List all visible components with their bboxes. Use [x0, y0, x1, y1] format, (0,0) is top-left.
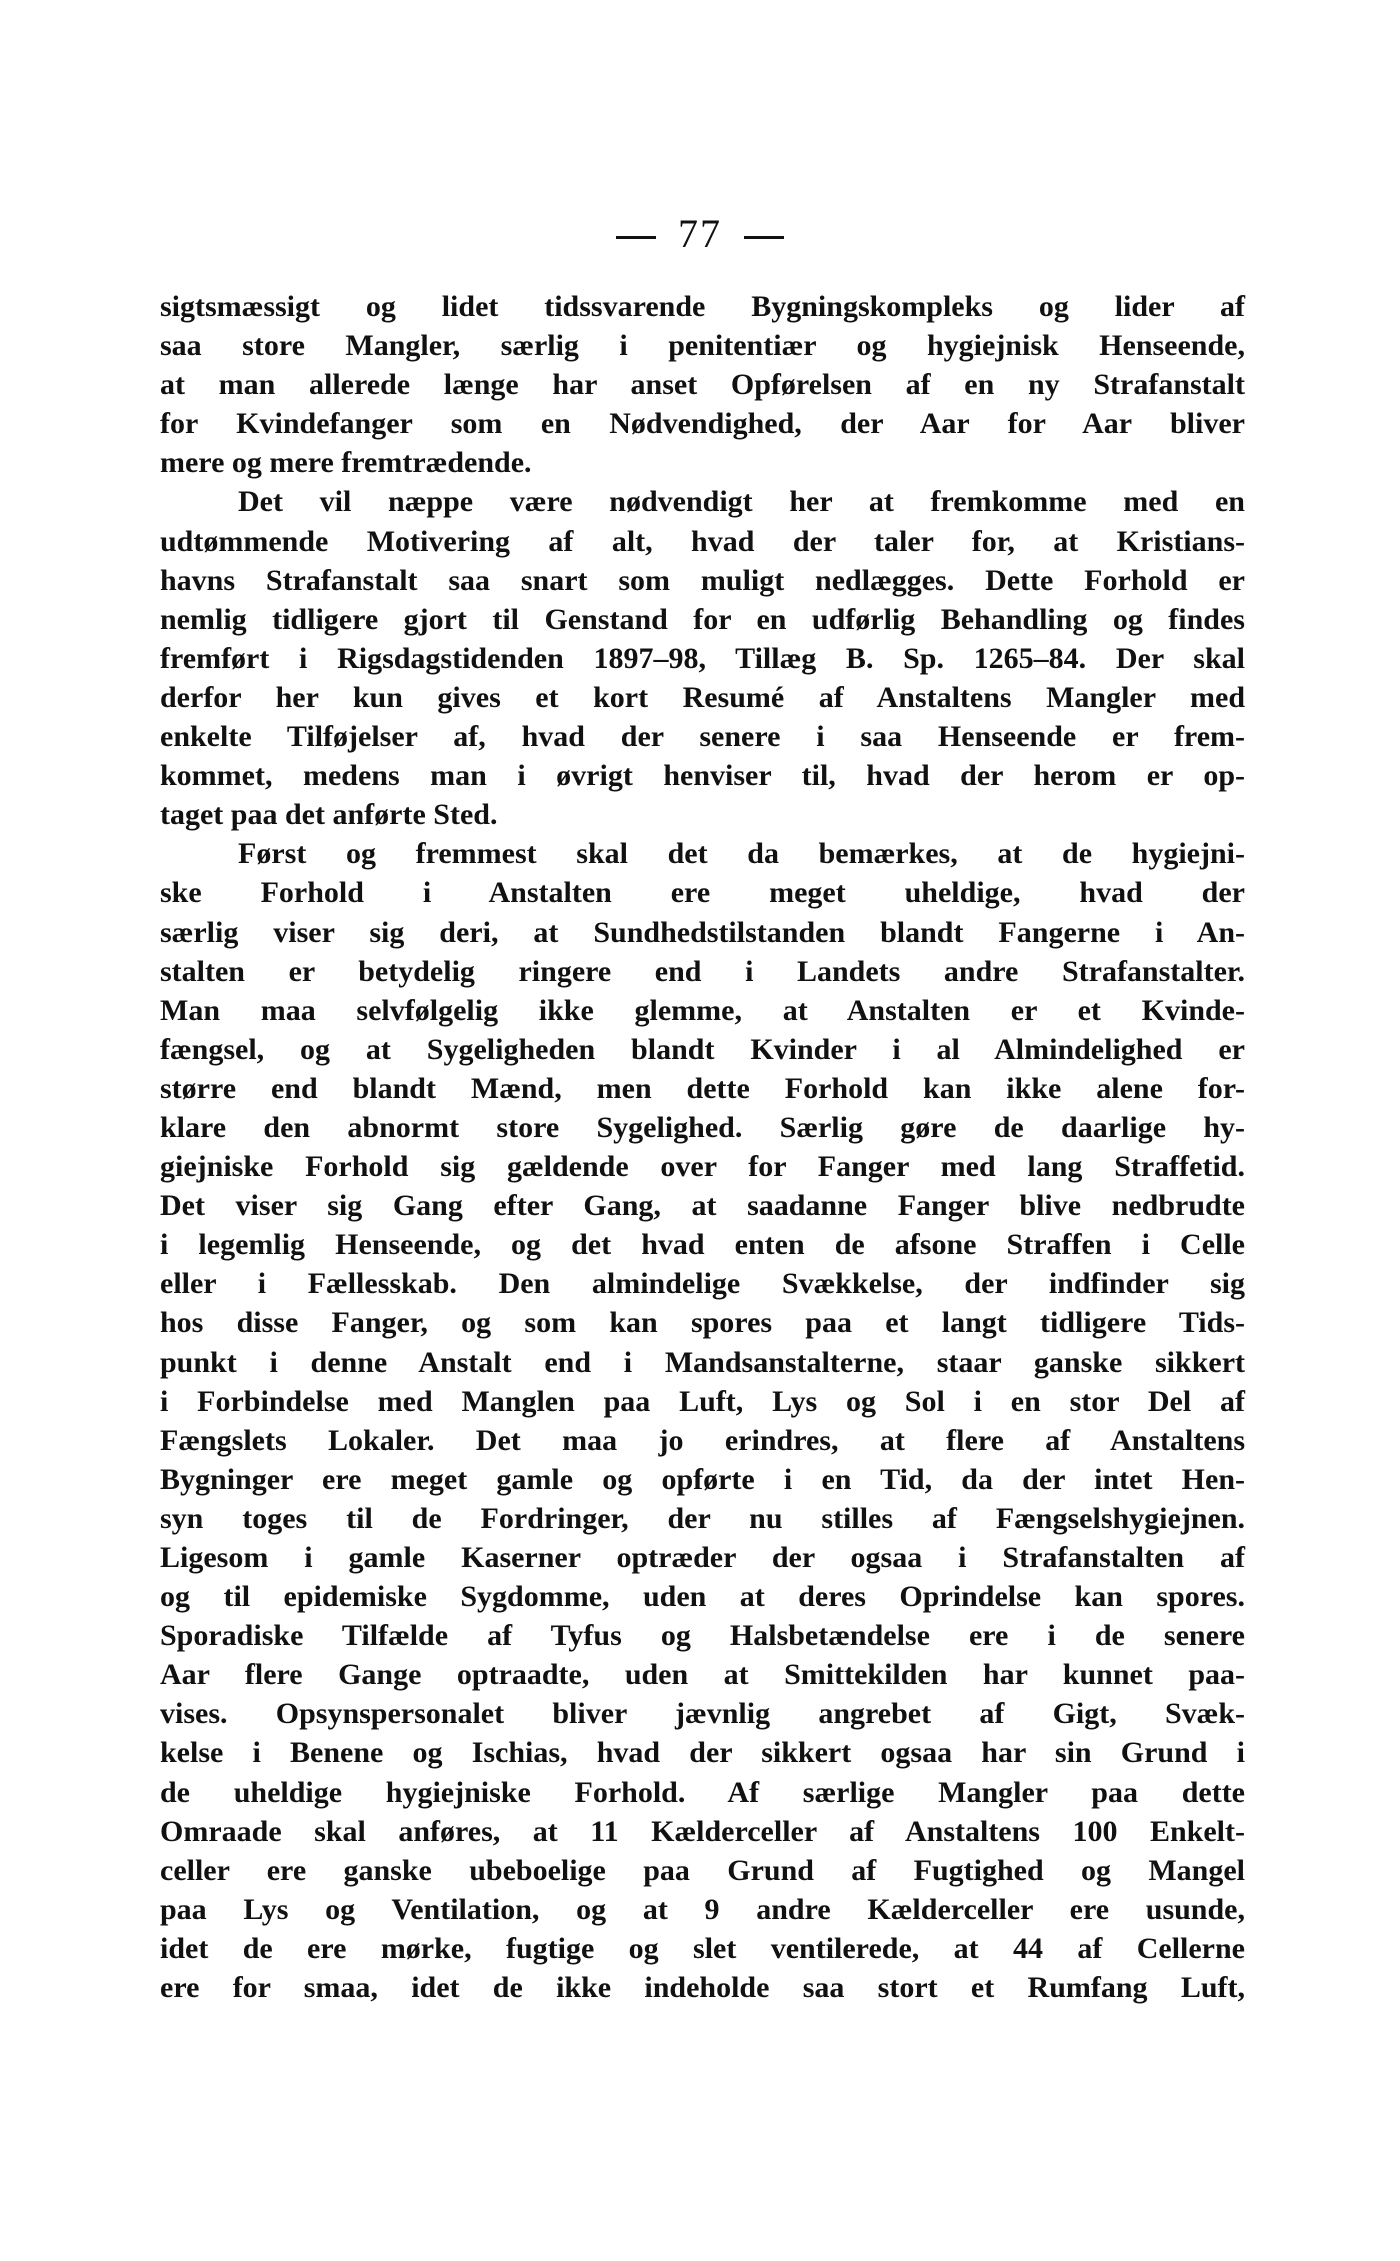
text-line: større end blandt Mænd, men dette Forhold kan ikke alene for-	[160, 1071, 1245, 1105]
text-line: for Kvindefanger som en Nødvendighed, der Aar for Aar bliver	[160, 407, 1245, 441]
text-line: fremført i Rigsdagstidenden 1897–98, Tillæg B. Sp. 1265–84. Der skal	[160, 641, 1245, 675]
text-line: de uheldige hygiejniske Forhold. Af særlige Mangler paa dette	[160, 1775, 1245, 1809]
text-line: kommet, medens man i øvrigt henviser til, hvad der herom er op-	[160, 759, 1245, 793]
page-number	[0, 210, 1400, 257]
text-line: Man maa selvfølgelig ikke glemme, at Anstalten er et Kvinde-	[160, 993, 1245, 1027]
text-line: Ligesom i gamle Kaserner optræder der ogsaa i Strafanstalten af	[160, 1541, 1245, 1574]
text-line: Det viser sig Gang efter Gang, at saadanne Fanger blive nedbrudte	[160, 1189, 1245, 1223]
text-line: sigtsmæssigt og lidet tidssvarende Bygningskompleks og lider af	[160, 290, 1245, 323]
text-line: enkelte Tilføjelser af, hvad der senere i saa Henseende er frem-	[160, 720, 1245, 754]
text-line: at man allerede længe har anset Opførelsen af en ny Strafanstalt	[160, 368, 1245, 402]
page-number-dash-right	[744, 236, 784, 239]
text-line: saa store Mangler, særlig i penitentiær og hygiejnisk Henseende,	[160, 329, 1245, 363]
page-number-dash-left	[616, 236, 656, 239]
text-line: stalten er betydelig ringere end i Landets andre Strafanstalter.	[160, 954, 1245, 988]
text-line: i legemlig Henseende, og det hvad enten de afsone Straffen i Celle	[160, 1228, 1245, 1262]
text-line: idet de ere mørke, fugtige og slet ventilerede, at 44 af Cellerne	[160, 1931, 1245, 1965]
text-line: vises. Opsynspersonalet bliver jævnlig angrebet af Gigt, Svæk-	[160, 1697, 1245, 1731]
text-line: hos disse Fanger, og som kan spores paa et langt tidligere Tids-	[160, 1306, 1245, 1340]
text-line: taget paa det anførte Sted.	[160, 798, 498, 832]
text-line: Sporadiske Tilfælde af Tyfus og Halsbetændelse ere i de senere	[160, 1619, 1245, 1653]
text-line: celler ere ganske ubeboelige paa Grund af Fugtighed og Mangel	[160, 1853, 1245, 1887]
text-line: mere og mere fremtrædende.	[160, 446, 532, 480]
text-line: paa Lys og Ventilation, og at 9 andre Kælderceller ere usunde,	[160, 1892, 1245, 1926]
text-line: klare den abnormt store Sygelighed. Særlig gøre de daarlige hy-	[160, 1110, 1245, 1144]
text-line: i Forbindelse med Manglen paa Luft, Lys og Sol i en stor Del af	[160, 1384, 1245, 1418]
text-line: særlig viser sig deri, at Sundhedstilstanden blandt Fangerne i An-	[160, 915, 1245, 949]
text-line: ske Forhold i Anstalten ere meget uheldige, hvad der	[160, 876, 1245, 910]
text-line: udtømmende Motivering af alt, hvad der taler for, at Kristians-	[160, 524, 1245, 558]
text-line: fængsel, og at Sygeligheden blandt Kvinder i al Almindelighed er	[160, 1032, 1245, 1066]
text-line: eller i Fællesskab. Den almindelige Svækkelse, der indfinder sig	[160, 1267, 1245, 1301]
text-line: Først og fremmest skal det da bemærkes, at de hygiejni-	[238, 837, 1245, 871]
text-line: Aar flere Gange optraadte, uden at Smittekilden har kunnet paa-	[160, 1658, 1245, 1692]
text-line: nemlig tidligere gjort til Genstand for en udførlig Behandling og findes	[160, 602, 1245, 636]
text-line: ere for smaa, idet de ikke indeholde saa stort et Rumfang Luft,	[160, 1971, 1245, 2005]
text-line: punkt i denne Anstalt end i Mandsanstalterne, staar ganske sikkert	[160, 1345, 1245, 1379]
text-line: Bygninger ere meget gamle og opførte i en Tid, da der intet Hen-	[160, 1462, 1245, 1496]
text-line: og til epidemiske Sygdomme, uden at deres Oprindelse kan spores.	[160, 1580, 1245, 1614]
text-line: Det vil næppe være nødvendigt her at fremkomme med en	[238, 485, 1245, 519]
text-line: Fængslets Lokaler. Det maa jo erindres, at flere af Anstaltens	[160, 1423, 1245, 1457]
body-text	[160, 287, 1245, 2007]
text-line: havns Strafanstalt saa snart som muligt nedlægges. Dette Forhold er	[160, 563, 1245, 597]
text-line: Omraade skal anføres, at 11 Kælderceller af Anstaltens 100 Enkelt-	[160, 1814, 1245, 1848]
text-line: syn toges til de Fordringer, der nu stilles af Fængselshygiejnen.	[160, 1501, 1245, 1535]
text-line: giejniske Forhold sig gældende over for Fanger med lang Straffetid.	[160, 1150, 1245, 1184]
text-line: derfor her kun gives et kort Resumé af Anstaltens Mangler med	[160, 680, 1245, 714]
page-number-text: 77	[678, 211, 722, 256]
text-line: kelse i Benene og Ischias, hvad der sikkert ogsaa har sin Grund i	[160, 1736, 1245, 1770]
